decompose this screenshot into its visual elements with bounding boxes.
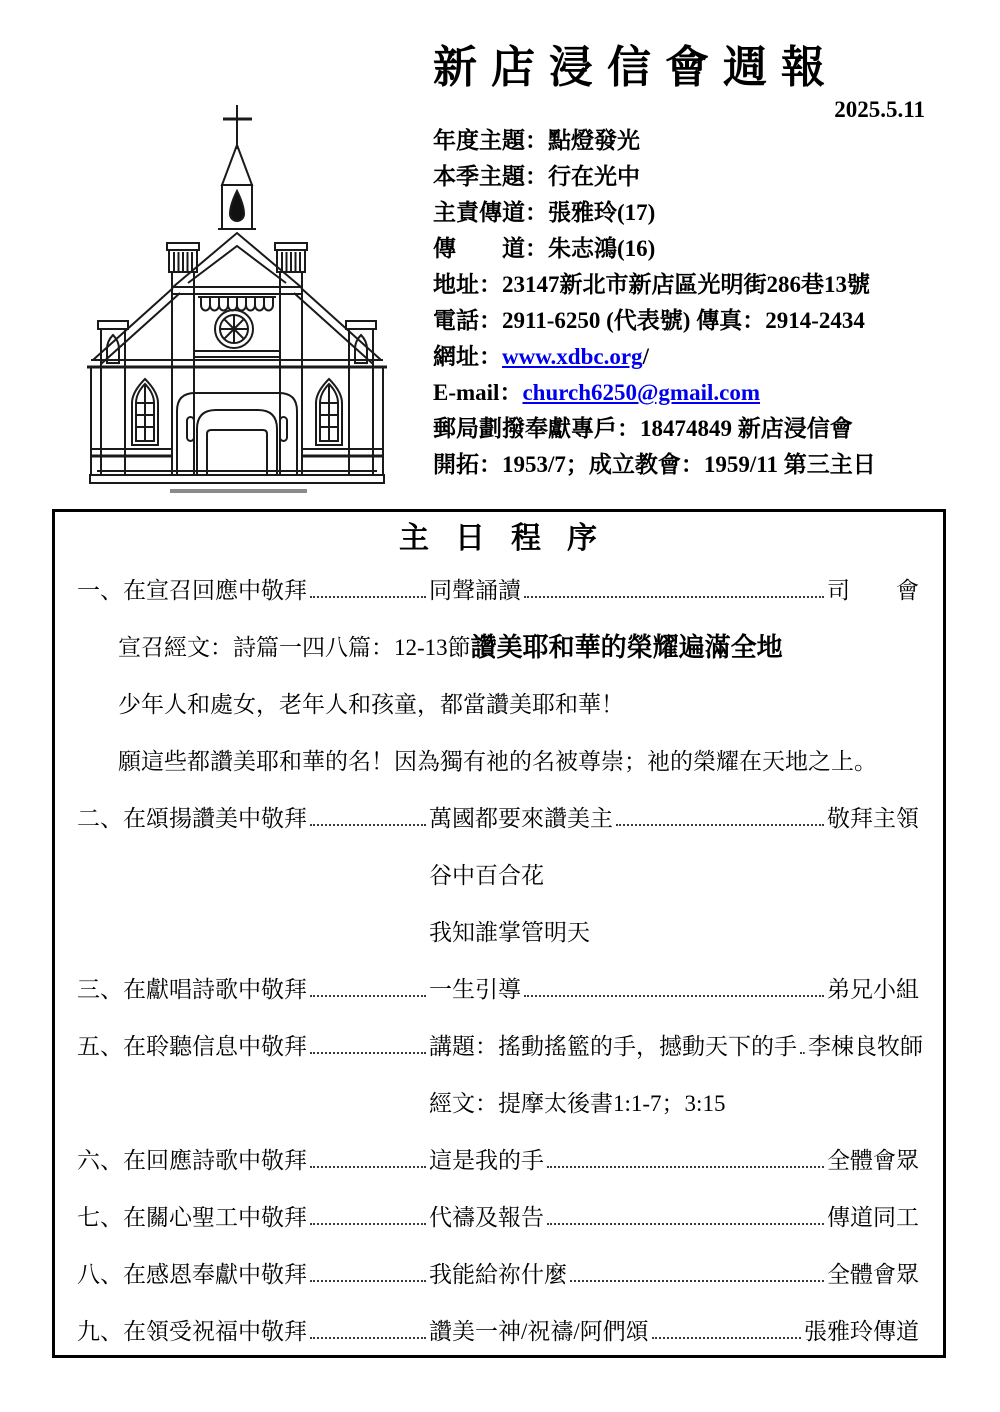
issue-date: 2025.5.11	[834, 97, 925, 122]
church-icon	[85, 97, 389, 507]
address-line: 地址：23147新北市新店區光明街286巷13號	[433, 272, 870, 297]
header-block	[433, 40, 947, 483]
dot-leader	[310, 1337, 426, 1339]
program-song: 代禱及報告	[429, 1205, 544, 1230]
program-row-5	[77, 1016, 923, 1073]
dot-leader	[547, 1166, 824, 1168]
annual-theme: 年度主題：點燈發光	[433, 128, 640, 153]
dot-leader	[310, 995, 426, 997]
dot-leader	[524, 995, 824, 997]
program-row-7	[77, 1187, 919, 1244]
email-line	[433, 375, 947, 411]
dot-leader	[652, 1337, 801, 1339]
program-song: 同聲誦讀	[429, 578, 521, 603]
scripture-theme: 讚美耶和華的榮耀遍滿全地	[470, 633, 783, 662]
program-song: 一生引導	[429, 977, 521, 1002]
program-person: 敬拜主領	[827, 806, 919, 831]
program-person: 全體會眾	[827, 1148, 919, 1173]
dot-leader	[310, 596, 426, 598]
scripture-text: 少年人和處女，老年人和孩童，都當讚美耶和華！	[118, 692, 624, 717]
program-item-label: 五、在聆聽信息中敬拜	[77, 1034, 307, 1059]
program-row-6	[77, 1130, 919, 1187]
website-link[interactable]: www.xdbc.org	[502, 344, 643, 369]
program-row-9	[77, 1301, 919, 1358]
dot-leader	[310, 1223, 426, 1225]
program-subrow	[77, 902, 919, 959]
program-person: 傳道同工	[827, 1205, 919, 1230]
postal-account-line: 郵局劃撥奉獻專戶：18474849 新店浸信會	[433, 416, 853, 441]
program-row-1	[77, 560, 919, 617]
pastor-line: 傳 道：朱志鴻(16)	[433, 236, 656, 261]
program-song: 這是我的手	[429, 1148, 544, 1173]
dot-leader	[310, 1166, 426, 1168]
scripture-line	[77, 674, 919, 731]
program-person: 司 會	[827, 578, 919, 603]
program-song: 講題：搖動搖籃的手，撼動天下的手	[429, 1034, 797, 1059]
dot-leader	[570, 1280, 824, 1282]
scripture-text: 願這些都讚美耶和華的名！因為獨有祂的名被尊崇；祂的榮耀在天地之上。	[118, 749, 877, 774]
program-person: 全體會眾	[827, 1262, 919, 1287]
sermon-scripture-row	[77, 1073, 919, 1130]
lead-pastor-line: 主責傳道：張雅玲(17)	[433, 200, 656, 225]
program-subrow	[77, 845, 919, 902]
website-suffix: /	[642, 344, 649, 369]
dot-leader	[800, 1052, 805, 1054]
church-illustration	[85, 97, 389, 507]
program-person: 弟兄小組	[827, 977, 919, 1002]
program-song: 谷中百合花	[429, 863, 544, 888]
program-item-label: 八、在感恩奉獻中敬拜	[77, 1262, 307, 1287]
program-item-label: 二、在頌揚讚美中敬拜	[77, 806, 307, 831]
program-row-8	[77, 1244, 919, 1301]
sunday-program-section	[52, 509, 946, 1358]
website-line	[433, 339, 947, 375]
program-item-label: 一、在宣召回應中敬拜	[77, 578, 307, 603]
email-link[interactable]: church6250@gmail.com	[522, 380, 760, 405]
dot-leader	[310, 1052, 426, 1054]
email-label: E-mail：	[433, 380, 523, 405]
program-person: 李棟良牧師	[808, 1034, 923, 1059]
program-title: 主日程序	[399, 522, 623, 555]
dot-leader	[524, 596, 824, 598]
program-item-label: 六、在回應詩歌中敬拜	[77, 1148, 307, 1173]
program-song: 我知誰掌管明天	[429, 920, 590, 945]
dot-leader	[310, 824, 426, 826]
program-item-label: 七、在關心聖工中敬拜	[77, 1205, 307, 1230]
program-song: 萬國都要來讚美主	[429, 806, 613, 831]
program-item-label: 九、在領受祝福中敬拜	[77, 1319, 307, 1344]
program-item-label: 三、在獻唱詩歌中敬拜	[77, 977, 307, 1002]
program-person: 張雅玲傳道	[804, 1319, 919, 1344]
phone-fax-line: 電話：2911-6250 (代表號) 傳真：2914-2434	[433, 308, 865, 333]
scripture-line	[77, 731, 919, 788]
call-scripture-intro	[77, 617, 919, 674]
program-row-2	[77, 788, 919, 845]
page-title: 新店浸信會週報	[433, 43, 839, 92]
program-song: 我能給祢什麼	[429, 1262, 567, 1287]
dot-leader	[310, 1280, 426, 1282]
scripture-reference: 宣召經文：詩篇一四八篇：12-13節	[118, 635, 471, 660]
dot-leader	[616, 824, 824, 826]
quarter-theme: 本季主題：行在光中	[433, 164, 640, 189]
program-row-3	[77, 959, 919, 1016]
sermon-scripture: 經文：提摩太後書1:1-7；3:15	[429, 1091, 726, 1116]
program-song: 讚美一神/祝禱/阿們頌	[429, 1319, 649, 1344]
website-label: 網址：	[433, 344, 502, 369]
founding-line: 開拓：1953/7；成立教會：1959/11 第三主日	[433, 452, 876, 477]
dot-leader	[547, 1223, 824, 1225]
